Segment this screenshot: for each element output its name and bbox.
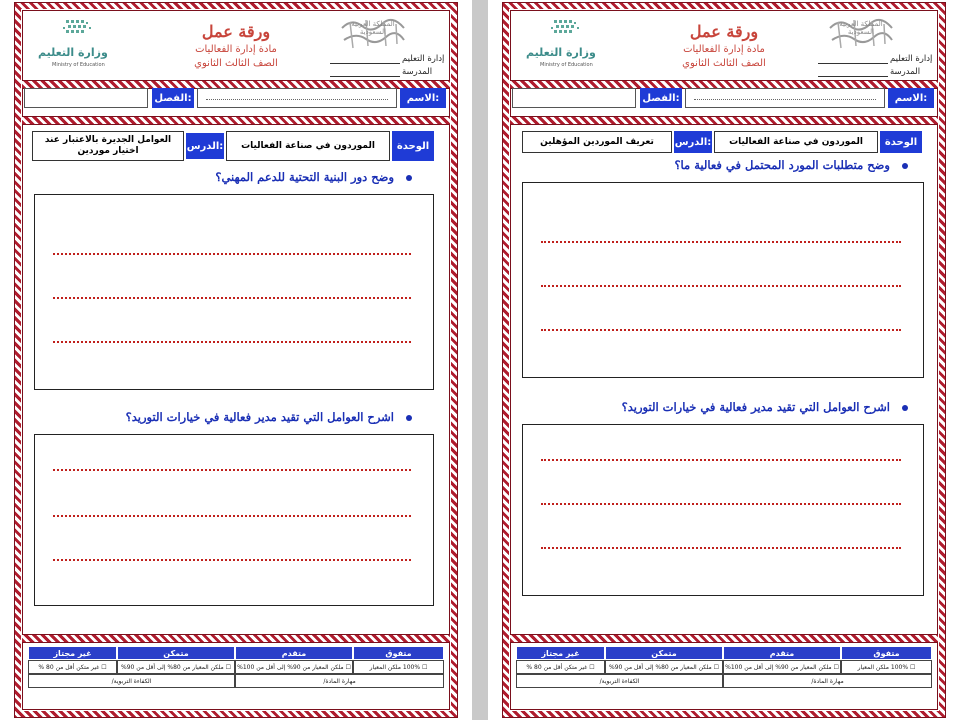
school-field: المدرسة — [330, 67, 432, 77]
name-label: الاسم: — [400, 88, 446, 108]
rubric-footer-competency: الكفاءة التربوية/ — [28, 674, 235, 688]
rubric-footer-skill: مهارة المادة/ — [723, 674, 932, 688]
answer-box-1[interactable] — [34, 194, 434, 390]
lesson-label: الدرس: — [186, 133, 224, 159]
name-separator — [510, 116, 938, 125]
rubric-criterion[interactable]: ☐ غير متكن أقل من 80 % — [516, 660, 605, 674]
rubric-criterion[interactable]: ☐ ملكن المعيار من 90% إلى أقل من 100% — [235, 660, 353, 674]
ministry-name-en: Ministry of Education — [540, 62, 593, 68]
rubric-criterion[interactable]: ☐ ملكن المعيار من 80% إلى أقل من 90% — [605, 660, 723, 674]
answer-line — [541, 503, 901, 505]
education-admin-field: إدارة التعليم — [330, 54, 444, 64]
class-input[interactable] — [512, 88, 636, 108]
bullet-icon — [902, 405, 908, 411]
rubric-table — [28, 646, 444, 690]
question-2: اشرح العوامل التي تقيد مدير فعالية في خيارات التوريد؟ — [622, 400, 908, 414]
rubric-criterion[interactable]: ☐ 100% ملكن المعيار — [353, 660, 444, 674]
kingdom-text: المملكة العربية السعودية — [839, 20, 883, 36]
unit-label: الوحدة — [392, 131, 434, 161]
class-label: الفصل: — [152, 88, 194, 108]
rubric-criterion[interactable]: ☐ غير متكن أقل من 80 % — [28, 660, 117, 674]
lesson-label: الدرس: — [674, 131, 712, 153]
education-admin-field: إدارة التعليم — [818, 54, 932, 64]
answer-line — [53, 297, 411, 299]
kingdom-logo — [826, 16, 896, 56]
answer-line — [541, 547, 901, 549]
ministry-name-ar: وزارة التعليم — [38, 46, 108, 59]
rubric-level-competent: متمكن — [117, 646, 235, 660]
answer-line — [53, 253, 411, 255]
worksheet-page-left — [12, 0, 460, 720]
name-separator — [22, 116, 450, 125]
grade-level: الصف الثالث الثانوي — [682, 58, 766, 69]
ministry-name-en: Ministry of Education — [52, 62, 105, 68]
kingdom-text: المملكة العربية السعودية — [351, 20, 395, 36]
unit-label: الوحدة — [880, 131, 922, 153]
unit-value: الموردون في صناعة الفعاليات — [714, 131, 878, 153]
answer-box-2[interactable] — [34, 434, 434, 606]
rubric-criterion[interactable]: ☐ ملكن المعيار من 90% إلى أقل من 100% — [723, 660, 841, 674]
answer-line — [53, 515, 411, 517]
answer-box-2[interactable] — [522, 424, 924, 596]
answer-line — [53, 559, 411, 561]
rubric-level-competent: متمكن — [605, 646, 723, 660]
rubric-level-advanced: متقدم — [235, 646, 353, 660]
rubric-level-fail: غير مجتاز — [516, 646, 605, 660]
answer-box-1[interactable] — [522, 182, 924, 378]
rubric-footer-competency: الكفاءة التربوية/ — [516, 674, 723, 688]
answer-line — [541, 459, 901, 461]
rubric-table — [516, 646, 932, 690]
subject-name: مادة إدارة الفعاليات — [195, 44, 277, 55]
answer-line — [541, 241, 901, 243]
ministry-logo — [34, 16, 114, 72]
ministry-logo — [522, 16, 602, 72]
rubric-separator — [22, 634, 450, 643]
school-blank[interactable] — [330, 68, 400, 77]
class-label: الفصل: — [640, 88, 682, 108]
kingdom-logo — [338, 16, 408, 56]
name-input[interactable] — [197, 88, 397, 108]
grade-level: الصف الثالث الثانوي — [194, 58, 278, 69]
name-label: الاسم: — [888, 88, 934, 108]
ministry-name-ar: وزارة التعليم — [526, 46, 596, 59]
unit-value: الموردون في صناعة الفعاليات — [226, 131, 390, 161]
rubric-criterion[interactable]: ☐ ملكن المعيار من 80% إلى أقل من 90% — [117, 660, 235, 674]
rubric-level-advanced: متقدم — [723, 646, 841, 660]
rubric-level-fail: غير مجتاز — [28, 646, 117, 660]
bullet-icon — [902, 163, 908, 169]
bullet-icon — [406, 415, 412, 421]
answer-line — [53, 341, 411, 343]
rubric-footer-skill: مهارة المادة/ — [235, 674, 444, 688]
question-1: وضح متطلبات المورد المحتمل في فعالية ما؟ — [674, 158, 908, 172]
worksheet-title: ورقة عمل — [689, 22, 759, 41]
lesson-value: العوامل الجديرة بالاعتبار عند اختيار موردين — [32, 131, 184, 161]
question-1: وضح دور البنية التحتية للدعم المهني؟ — [215, 170, 412, 184]
bullet-icon — [406, 175, 412, 181]
class-input[interactable] — [24, 88, 148, 108]
school-field: المدرسة — [818, 67, 920, 77]
lesson-value: تعريف الموردين المؤهلين — [522, 131, 672, 153]
answer-line — [541, 285, 901, 287]
page-divider — [472, 0, 488, 720]
rubric-level-excellent: متفوق — [841, 646, 932, 660]
subject-name: مادة إدارة الفعاليات — [683, 44, 765, 55]
school-blank[interactable] — [818, 68, 888, 77]
name-input[interactable] — [685, 88, 885, 108]
answer-line — [541, 329, 901, 331]
education-admin-blank[interactable] — [818, 55, 888, 64]
rubric-criterion[interactable]: ☐ 100% ملكن المعيار — [841, 660, 932, 674]
education-admin-blank[interactable] — [330, 55, 400, 64]
worksheet-page-right — [500, 0, 948, 720]
answer-line — [53, 469, 411, 471]
rubric-level-excellent: متفوق — [353, 646, 444, 660]
question-2: اشرح العوامل التي تقيد مدير فعالية في خيارات التوريد؟ — [126, 410, 412, 424]
worksheet-title: ورقة عمل — [201, 22, 271, 41]
rubric-separator — [510, 634, 938, 643]
